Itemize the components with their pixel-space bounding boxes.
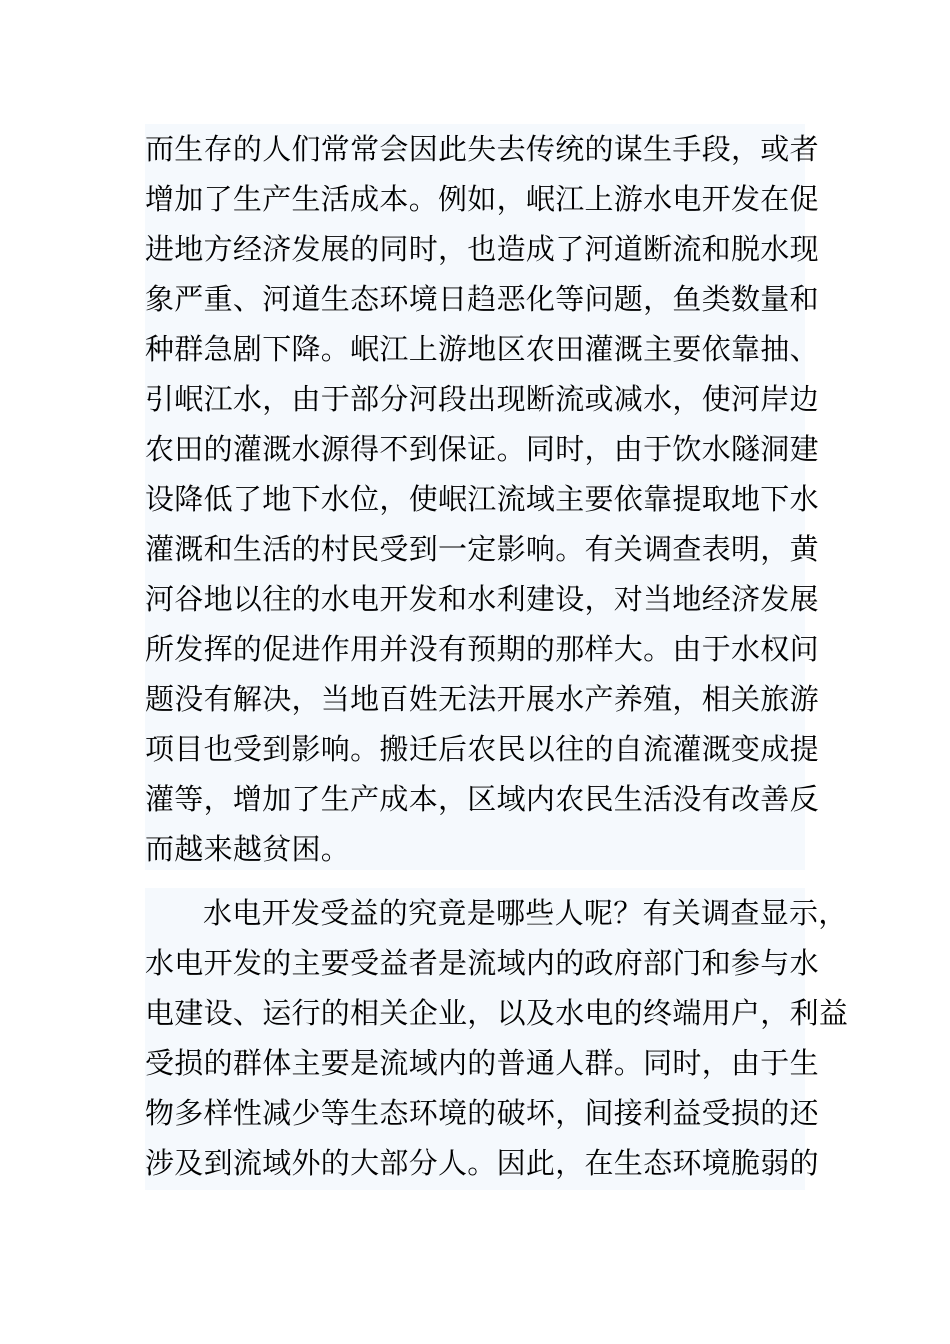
- text-line: 受损的群体主要是流域内的普通人群。同时，由于生: [145, 1046, 819, 1080]
- text-line: 种群急剧下降。岷江上游地区农田灌溉主要依靠抽、: [145, 332, 819, 366]
- text-line: 象严重、河道生态环境日趋恶化等问题，鱼类数量和: [145, 282, 819, 316]
- text-line: 电建设、运行的相关企业，以及水电的终端用户，利益: [145, 996, 849, 1030]
- text-line: 题没有解决，当地百姓无法开展水产养殖，相关旅游: [145, 682, 819, 716]
- text-line: 涉及到流域外的大部分人。因此，在生态环境脆弱的: [145, 1146, 819, 1180]
- text-line: 灌溉和生活的村民受到一定影响。有关调查表明，黄: [145, 532, 819, 566]
- text-line: 灌等，增加了生产成本，区域内农民生活没有改善反: [145, 782, 819, 816]
- text-line: 引岷江水，由于部分河段出现断流或减水，使河岸边: [145, 382, 819, 416]
- text-line: 河谷地以往的水电开发和水利建设，对当地经济发展: [145, 582, 819, 616]
- text-line: 进地方经济发展的同时，也造成了河道断流和脱水现: [145, 232, 819, 266]
- text-line: 项目也受到影响。搬迁后农民以往的自流灌溉变成提: [145, 732, 819, 766]
- text-line: 所发挥的促进作用并没有预期的那样大。由于水权问: [145, 632, 819, 666]
- text-line: 设降低了地下水位，使岷江流域主要依靠提取地下水: [145, 482, 819, 516]
- text-line: 物多样性减少等生态环境的破坏，间接利益受损的还: [145, 1096, 819, 1130]
- text-line: 水电开发受益的究竟是哪些人呢？有关调查显示，: [203, 896, 848, 930]
- text-line: 水电开发的主要受益者是流域内的政府部门和参与水: [145, 946, 819, 980]
- text-line: 而生存的人们常常会因此失去传统的谋生手段，或者: [145, 132, 819, 166]
- text-line: 增加了生产生活成本。例如，岷江上游水电开发在促: [145, 182, 819, 216]
- paragraph-1: [145, 124, 819, 870]
- paragraph-2: [145, 888, 849, 1190]
- text-line: 农田的灌溉水源得不到保证。同时，由于饮水隧洞建: [145, 432, 819, 466]
- text-line: 而越来越贫困。: [145, 832, 351, 866]
